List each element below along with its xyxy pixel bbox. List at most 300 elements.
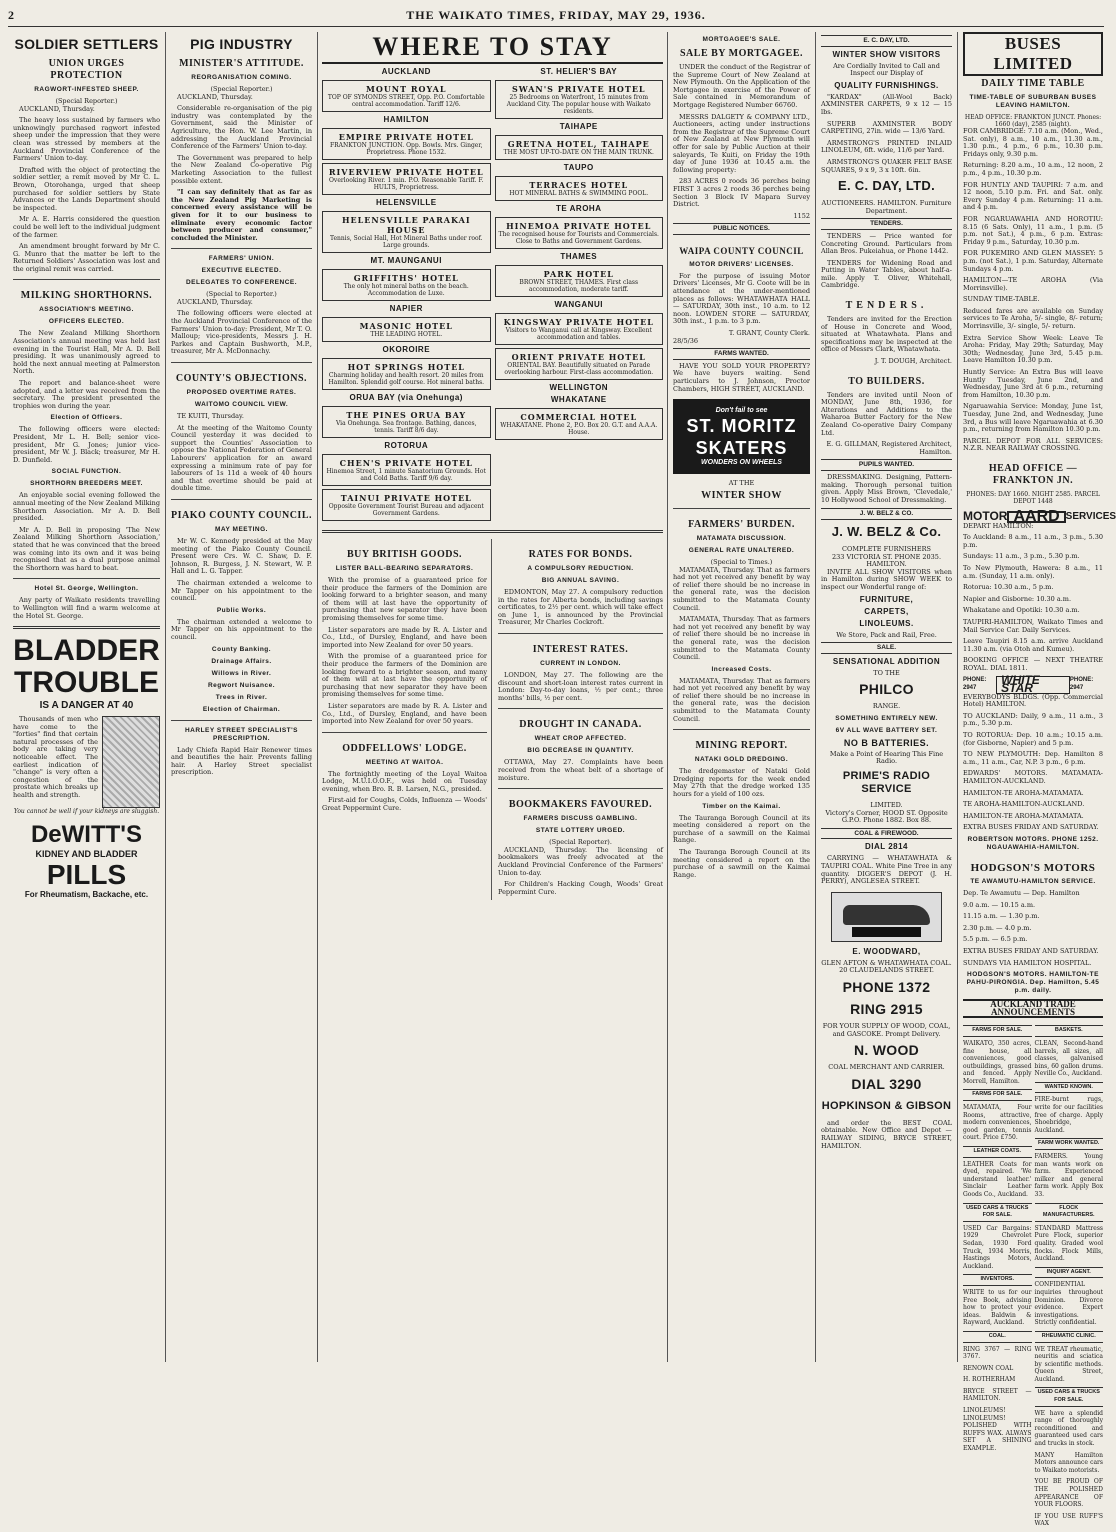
quote: "I can say definitely that as far as the New Zealand Pig Marketing is concerned every assistance will be given for it to our business to eliminate every economic factor between producer and consumer," concluded the Minister.: [171, 188, 312, 242]
hotel-listing: [495, 313, 664, 345]
paragraph: The following officers were elected: President, Mr L. H. Bell; senior vice-president, Mr G. Jones; junior vice-president, Mr W. J. Black; treasurer, Mr H. D. Dunfield.: [13, 425, 160, 464]
headline-pig-industry: PIG INDUSTRY: [190, 36, 293, 52]
masthead: [8, 4, 1104, 27]
byline: (Special to Times.): [710, 557, 773, 566]
ecday-sub: AUCTIONEERS. HAMILTON. Furniture Department.: [821, 199, 952, 215]
jwbelz-head: J. W. BELZ & CO.: [821, 508, 952, 520]
aard-line: DEPART HAMILTON:: [963, 521, 1034, 530]
column-2: [166, 32, 318, 1362]
aard-line: Whakatane and Opotiki: 10.30 a.m.: [963, 606, 1080, 615]
masthead-title: THE WAIKATO TIMES, FRIDAY, MAY 29, 1936.: [406, 7, 706, 22]
hotel-name: RIVERVIEW PRIVATE HOTEL: [328, 167, 484, 177]
ws-line: TO ROTORUA: Dep. 10 a.m.; 10.15 a.m. (for Gisborne, Napier) and 5 p.m.: [963, 731, 1103, 747]
stay-region: ST. HELIER'S BAY: [540, 67, 618, 76]
where-to-stay-left: [322, 64, 491, 524]
headline-farmers-burden: FARMERS' BURDEN.: [688, 518, 795, 530]
ws-phone: PHONE: 2947: [963, 677, 987, 692]
list-item: LINOLEUMS.: [859, 618, 914, 628]
paragraph: EDMONTON, May 27. A compulsory reduction in the rates for Alberta bonds, including savings certificates, to 2½ per cent. which will take effect on June 1, is announced by the Provincial Treasurer, Mr Charles Cockroft.: [498, 588, 663, 627]
buses-limited-banner: BUSES LIMITED: [963, 32, 1103, 76]
hotel-text: WHAKATANE. Phone 2, P.O. Box 20. G.T. and A.A.A. House.: [500, 422, 658, 436]
kicker: FARMERS DISCUSS GAMBLING.: [523, 815, 638, 823]
paragraph: With the promise of a guaranteed price for their produce the farmers of the Dominion are looking forward to a brighter season, and many of them will at last have the opportunity of purchasing that new separator they have been promising themselves for some time.: [322, 652, 487, 699]
hotel-listing: [322, 269, 491, 301]
hodgson-line: SUNDAYS VIA HAMILTON HOSPITAL.: [963, 958, 1092, 967]
date: 28/5/36: [673, 336, 699, 345]
prime-addr: Victory's Corner, HOOD ST. Opposite G.P.O. Phone 1882. Box 88.: [825, 808, 948, 825]
ad-foot: For Rheumatism, Backache, etc.: [24, 890, 149, 900]
paragraph: The dredgemaster of Nataki Gold Dredging reports for the week ended May 27th that the dredge worked 135 hours for a yield of 100 ozs.: [673, 767, 810, 799]
hotel-name: HINEMOA PRIVATE HOTEL: [506, 221, 652, 231]
hotel-text: The only hot mineral baths on the beach. Accommodation de Luxe.: [343, 283, 469, 297]
jwbelz-sub: COMPLETE FURNISHERS: [842, 544, 931, 553]
signature: J. T. DOUGH, Architect.: [874, 357, 952, 366]
kicker: FARMERS' UNION.: [208, 255, 275, 263]
kicker: BIG ANNUAL SAVING.: [541, 577, 620, 584]
paragraph: At the meeting of the Waitomo County Council yesterday it was decided to support the Counties' Association to oppose the National Federation of General Labourers' application for an award expressing a minimum rate of pay for labourers of 1s 11d a week of 40 hours and that overtime should be paid at double time.: [171, 423, 312, 493]
trade-category: FARM WORK WANTED.: [1035, 1138, 1104, 1150]
woodward-glen: GLEN AFTON & WHATAWHATA COAL.: [821, 958, 952, 967]
headline-buy-british: BUY BRITISH GOODS.: [346, 549, 463, 560]
aard-banner: [963, 507, 1116, 525]
jwbelz-big: J. W. BELZ & Co.: [831, 523, 942, 539]
aard-logo: AARD: [1007, 511, 1065, 523]
paragraph: The Tauranga Borough Council at its meeting considered a report on the purchase of a sawmill on the Kaimai Range.: [673, 813, 810, 845]
woodward-addr: 20 CLAUDELANDS STREET.: [839, 966, 934, 975]
trade-category: INVENTORS.: [963, 1274, 1032, 1286]
stay-region: TE AROHA: [556, 204, 602, 213]
ws-line: EDWARDS' MOTORS. MATAMATA-HAMILTON-AUCKLAND.: [963, 769, 1103, 785]
trade-category: USED CARS & TRUCKS FOR SALE.: [1035, 1387, 1104, 1406]
list-item: FURNITURE,: [859, 594, 914, 604]
trade-item: LEATHER Coats for dyed, repaired. 'We understand leather.' Sinclair Leather Goods Co., Auckland.: [963, 1160, 1032, 1198]
radio-make: Make a Point of Hearing This Fine Radio.: [829, 749, 944, 766]
nwood-sub: COAL MERCHANT AND CARRIER.: [828, 1063, 945, 1072]
hotel-text: 25 Bedrooms on Waterfront, 15 minutes from Auckland City. The popular house with Waikato residents.: [506, 94, 651, 115]
trade-item: IF YOU USE RUFF'S WAX: [1034, 1512, 1103, 1528]
dial-head: DIAL 2814: [864, 842, 909, 852]
kicker: Public Works.: [216, 606, 267, 614]
paragraph: The Government was prepared to help the New Zealand Co-operative Pig Marketing Association to the fullest possible extent.: [171, 153, 312, 185]
hotel-text: HOT MINERAL BATHS & SWIMMING POOL.: [509, 190, 649, 197]
aard-line: Leave Taupiri 8.15 a.m. arrive Auckland 11.30 a.m. (via Otoh and Kumeu).: [963, 637, 1103, 653]
paragraph: AUCKLAND, Thursday.: [19, 104, 95, 113]
trade-category: FLOCK MANUFACTURERS.: [1035, 1203, 1104, 1222]
paragraph: Any party of Waikato residents travelling to Wellington will find a warm welcome at the Hotel St. George.: [13, 596, 160, 620]
paragraph: The chairman extended a welcome to Mr Tapper on his appointment to the council.: [171, 578, 312, 603]
kicker: BIG DECREASE IN QUANTITY.: [527, 747, 634, 755]
paragraph: Lady Chiefa Rapid Hair Renewer times and beautifies the hair. Prevents falling hair. A Harley Street specialist prescription.: [171, 745, 312, 777]
signature: E. G. GILLMAN, Registered Architect, Hamilton.: [826, 440, 952, 456]
trade-category: WANTED KNOWN.: [1035, 1082, 1104, 1094]
kicker: MEETING AT WAITOA.: [365, 758, 444, 766]
ad-danger: IS A DANGER AT 40: [39, 700, 134, 712]
st-moritz-show: WINTER SHOW: [701, 489, 782, 501]
radio-6v: 6V ALL WAVE BATTERY SET.: [835, 726, 938, 734]
byline: (Special Reporter).: [549, 838, 612, 847]
byline: (Special Reporter.): [55, 97, 118, 105]
stay-region: THAMES: [560, 252, 598, 261]
paragraph: An enjoyable social evening followed the annual meeting of the New Zealand Milking Shorthorn Association. Mr A. D. Bell presided.: [13, 491, 160, 523]
kicker: WHEAT CROP AFFECTED.: [534, 735, 627, 743]
headline-bookmakers: BOOKMAKERS FAVOURED.: [508, 799, 653, 811]
kicker: County Banking.: [211, 645, 272, 653]
hodgson-foot: HODGSON'S MOTORS. HAMILTON-TE PAHU-PIRONGIA. Dep. Hamilton, 5.45 p.m. daily.: [966, 971, 1100, 995]
ad-trouble: TROUBLE: [14, 666, 159, 700]
headline-soldier-settlers: SOLDIER SETTLERS: [14, 36, 159, 52]
paragraph: CARRYING — WHATAWHATA & TAUPIRI COAL. White Pine Tree in any quantity. DIGGER'S DEPOT (J. H. PERRY), ANGLESEA STREET.: [821, 854, 952, 886]
hotel-listing: [322, 163, 491, 195]
hotel-text: The recognised house for Tourists and Commercials. Close to Baths and Government Gardens.: [498, 231, 659, 245]
trade-item: WE have a splendid range of thoroughly reconditioned and guaranteed used cars and trucks in stock.: [1034, 1409, 1103, 1448]
farms-wanted: FARMS WANTED.: [673, 348, 810, 360]
hotel-text: Overlooking River. 1 min. P.O. Reasonable Tariff. F. HULTS, Proprietress.: [329, 177, 484, 191]
tenders-head: TENDERS.: [821, 218, 952, 230]
hotel-name: MASONIC HOTEL: [359, 321, 453, 331]
hodgson-line: 11.15 a.m. — 1.30 p.m.: [963, 912, 1040, 921]
notice-number: 1152: [793, 211, 810, 220]
column-1: [8, 32, 166, 1362]
hotel-text: FRANKTON JUNCTION. Opp. Bowls. Mrs. Ginger, Proprietress. Phone 1532.: [330, 142, 483, 156]
stay-region: OKOROIRE: [382, 345, 431, 354]
stay-region: ROTORUA: [384, 441, 429, 450]
trade-item: H. ROTHERHAM: [963, 1376, 1016, 1384]
tt-office: HEAD OFFICE: FRANKTON JUNCT. Phones: 1660 (day), 2585 (night).: [964, 114, 1102, 128]
nwood: N. WOOD: [853, 1042, 920, 1059]
kicker: CURRENT IN LONDON.: [540, 659, 621, 667]
trade-item: MANY Hamilton Motors announce cars to Waikato motorists.: [1034, 1451, 1103, 1474]
paragraph: LONDON, May 27. The following are the discount and short-loan interest rates current in London: Day-to-day loans, ½ per cent.; three months' bills, ½ per cent.: [498, 670, 663, 702]
trade-item: MATAMATA, Four Rooms, attractive, modern conveniences, good garden, tennis court. Price £750.: [963, 1104, 1032, 1142]
trade-category: BASKETS.: [1035, 1025, 1104, 1037]
trade-category: LEATHER COATS.: [963, 1146, 1032, 1158]
column-5: [668, 32, 816, 1362]
stay-region: WANGANUI: [554, 300, 603, 309]
trade-left: [963, 1022, 1032, 1532]
route-line: FOR HUNTLY AND TAUPIRI: 7 a.m. and 12 noon, 5.10 p.m. Fri. and Sat. only. Every Sunday 4 p.m. Returning: 11 a.m. and 4 p.m.: [963, 180, 1103, 212]
list-item: "KARDAX" (All-Wool Back) AXMINSTER CARPETS, 9 x 12 — 15 lbs.: [821, 92, 952, 116]
kicker: GENERAL RATE UNALTERED.: [688, 546, 795, 554]
hotel-name: THE PINES ORUA BAY: [346, 410, 467, 420]
ws-line: EXTRA BUSES FRIDAY AND SATURDAY.: [963, 823, 1099, 832]
trade-item: YOU BE PROUD OF THE POLISHED APPEARANCE OF YOUR FLOORS.: [1034, 1478, 1103, 1509]
prime-ltd: LIMITED.: [870, 801, 903, 810]
kicker: RAGWORT-INFESTED SHEEP.: [34, 86, 139, 93]
ws-phone: PHONE: 2947: [1069, 677, 1094, 692]
paragraph: MATAMATA, Thursday. That as farmers had not yet received any benefit by way of relief there should be no increase in the general rate, was the decision submitted to the Matamata County Council.: [673, 615, 810, 662]
kicker: WAITOMO COUNCIL VIEW.: [194, 401, 289, 409]
kicker: ASSOCIATION'S MEETING.: [39, 306, 134, 314]
tenders3-head: TENDERS.: [845, 300, 928, 312]
kicker: NATAKI GOLD DREDGING.: [694, 756, 789, 764]
headline-rates-for-bonds: RATES FOR BONDS.: [528, 549, 633, 560]
ws-line: EVERYBODYS BLDGS. (Opp. Commercial Hotel) HAMILTON.: [963, 692, 1103, 709]
hotel-listing: [495, 80, 664, 119]
subhead: UNION URGES PROTECTION: [48, 58, 125, 81]
paragraph: MATAMATA, Thursday. That as farmers had not yet received any benefit by way of relief there should be no increase in the general rate, was the decision submitted to the Matamata County Council.: [673, 676, 810, 723]
aard-motor: MOTOR: [963, 508, 1008, 523]
paragraph: The heavy loss sustained by farmers who unknowingly purchased ragwort infested sheep under the impression that they were clean was stressed by members at the Auckland Provincial Conference of the Farmers' Union to-day.: [13, 116, 160, 163]
route-line: HAMILTON—TE AROHA (Via Morrinsville).: [963, 276, 1103, 292]
paragraph: AUCKLAND, Thursday. The licensing of bookmakers was freely advocated at the Auckland Provincial Conference of the Farmers' Union to-day.: [498, 845, 663, 877]
ecday-head: E. C. DAY, LTD.: [821, 35, 952, 47]
robertson: ROBERTSON MOTORS. PHONE 1252. NGAUAWAHIA-HAMILTON.: [967, 835, 1099, 851]
kicker: Willows in River.: [211, 669, 272, 677]
hotel-name: KINGSWAY PRIVATE HOTEL: [503, 317, 654, 327]
hotel-listing: [495, 348, 664, 380]
kicker: EXECUTIVE ELECTED.: [201, 267, 282, 275]
list-item: SUPERB AXMINSTER BODY CARPETING, 27in. wide — 13/6 Yard.: [821, 119, 952, 136]
headline-mining-report: MINING REPORT.: [695, 740, 788, 752]
trade-category: RHEUMATIC CLINIC.: [1035, 1331, 1104, 1343]
hotel-text: BROWN STREET, THAMES. First class accommodation, moderate tariff.: [519, 279, 639, 293]
hotel-listing: [495, 176, 664, 201]
route-line: Ngaruawahia Service: Monday, June 1st, Tuesday, June 2nd, and Wednesday, June 3rd, a Bus will leave Ngaruawahia at 6.30 p.m., returning from Hamilton 10.30 p.m.: [963, 402, 1103, 434]
trade-item: FARMERS. Young man wants work on farm. Experienced milker and general farm work. Apply Box 33.: [1034, 1153, 1103, 1198]
winter-body: Are Cordially Invited to Call and Inspect our Display of: [833, 61, 940, 78]
trade-item: STANDARD Mattress Pure Flock, superior quality. Graded wool flocks. Flock Mills, Auckland.: [1034, 1224, 1103, 1263]
white-star-logo: WHITE STAR: [996, 676, 1070, 693]
where-to-stay-right: [495, 64, 664, 524]
radio-head: SALE.: [821, 642, 952, 654]
ad-brand: DeWITT'S: [30, 821, 143, 849]
trade-item: FIRE-burnt rugs, write for our facilities free of charge. Apply Shoebridge, Auckland.: [1034, 1096, 1103, 1134]
paragraph: Mr W. C. Kennedy presided at the May meeting of the Piako County Council. Present were Crs. W. C. Shaw, D. F. Johnson, R. Burgess, J. N. Stewart, W. P. Hall and L. G. Tapper.: [171, 536, 312, 576]
trade-item: RENOWN COAL: [963, 1364, 1014, 1372]
hotel-listing: [322, 80, 491, 112]
stay-region: ORUA BAY (via Onehunga): [349, 393, 463, 402]
route-line: Extra Service Show Week: Leave Te Aroha: Friday, May 29th; Saturday, May 30th; Wednesday, June 3rd, 5.45 p.m. Leave Hamilton 10.30 p.m.: [963, 333, 1103, 365]
ad-bladder: BLADDER: [13, 634, 160, 668]
stay-region: TAUPO: [563, 163, 594, 172]
aard-line: To New Plymouth, Hawera: 8 a.m., 11 a.m. (Sunday, 11 a.m. only).: [963, 563, 1103, 580]
kicker: A COMPULSORY REDUCTION.: [527, 565, 634, 572]
trade-category: FARMS FOR SALE.: [963, 1025, 1032, 1037]
headline-countys-objections: COUNTY'S OBJECTIONS.: [175, 373, 308, 385]
sale-by-mortgagee: SALE BY MORTGAGEE.: [679, 48, 804, 59]
hotel-name: PARK HOTEL: [543, 269, 614, 279]
hotel-listing: [322, 317, 491, 342]
hotel-text: Tennis, Social Hall, Hot Mineral Baths under roof. Large grounds.: [329, 235, 483, 249]
paragraph: TE KUITI, Thursday.: [177, 412, 244, 421]
kicker: Election of Officers.: [50, 414, 123, 422]
paragraph: DRESSMAKING. Designing, Pattern-making. Thorough personal tuition given. Apply Miss Brown, 'Clevedale,' 10 Hollywood School of Dressmaking.: [821, 472, 952, 504]
ws-line: TE AROHA-HAMILTON-AUCKLAND.: [963, 800, 1085, 809]
hotel-listing: [495, 265, 664, 297]
trade-item: LINOLEUMS! LINOLEUMS! POLISHED WITH RUFFS WAX. ALWAYS SET A SHINING EXAMPLE.: [963, 1407, 1032, 1453]
signature: T. GRANT, County Clerk.: [728, 329, 810, 338]
route-line: Reduced fares are available on Sunday services to Te Aroha, 5/- single, 8/- return; Morrinsville, 3/- single, 5/- return.: [963, 306, 1103, 331]
paragraph: 283 ACRES 0 roods 36 perches being FIRST 3 acres 2 roods 36 perches being Section 3 Block IV Mapara Survey District.: [673, 177, 810, 209]
paragraph: The following officers were elected at the Auckland Provincial Conference of the Farmers' Union to-day: President, Mr T. O. Malloup; vice-presidents, Messrs J. H. Parkes and Captain Bushworth, M.P., treasurer, Mr A. McDonnachy.: [171, 309, 312, 356]
hotel-text: Visitors to Wanganui call at Kingsway. Excellent accommodation and tables.: [505, 327, 652, 341]
ring-body: FOR YOUR SUPPLY OF WOOD, COAL, and GASCOKE. Prompt Delivery.: [822, 1022, 951, 1038]
stay-region: TAIHAPE: [559, 122, 598, 131]
route-line: FOR PUKEMIRO AND GLEN MASSEY: 5 p.m. (not Sat.), 1 p.m. Saturday, Alternate Sundays 4 p.m.: [963, 249, 1103, 273]
kicker: Election of Chairman.: [202, 705, 281, 713]
route-line: FOR NGARUAWAHIA AND HOROTIU: 8.15 (6 Sats. Only), 11 a.m., 1 p.m. (5 p.m. not Sat.), 4 p.m., 6 p.m. Extras: Friday 9 p.m., Saturday, 10.30 p.m.: [963, 214, 1103, 246]
kicker: MATAMATA DISCUSSION.: [696, 534, 787, 542]
hotel-text: Hinemoa Street, 1 minute Sanatorium Grounds. Hot and Cold Baths. Tariff 9/6 day.: [326, 468, 486, 482]
hotel-listing: [495, 135, 664, 160]
list-item: ARMSTRONG'S PRINTED INLAID LINOLEUM, 6ft. wide, 11/6 per Yard.: [821, 138, 952, 155]
hotel-text: THE MOST UP-TO-DATE ON THE MAIN TRUNK.: [503, 149, 654, 156]
paragraph: MESSRS DALGETY & COMPANY LTD., Auctioneers, acting under instructions from the Registrar of the Supreme Court of New Zealand at New Plymouth will offer for sale by Public Auction at their saleyards, Te Kuiti, on Friday the 19th day of June 1936 at 10.45 a.m. the following property:: [673, 112, 810, 174]
aard-services: SERVICES: [1065, 510, 1116, 522]
trade-item: WAIKATO, 350 acres, fine house, all conveniences, good outbuildings, grassed and fenced. Apply Morrell, Hamilton.: [963, 1039, 1032, 1085]
kicker: SHORTHORN BREEDERS MEET.: [30, 480, 143, 488]
trade-item: CLEAN, Second-hand barrels, all sizes, all classes, galvanised bins, 60 gallon drums. Neville Co., Auckland.: [1034, 1039, 1103, 1078]
trade-item: CONFIDENTIAL inquiries throughout Dominion. Divorce evidence. Expert investigations. Strictly confidential.: [1034, 1281, 1103, 1327]
headline-interest-rates: INTEREST RATES.: [532, 643, 629, 655]
trade-category: FARMS FOR SALE.: [963, 1089, 1032, 1101]
aard-line: Rotorua: 10.30 a.m., 5 p.m.: [963, 583, 1054, 592]
trade-category: COAL.: [963, 1331, 1032, 1343]
paragraph: For the purpose of issuing Motor Drivers' Licenses, Mr G. Coote will be in attendance at the under-mentioned places as follows: WHATAWHATA HALL — SATURDAY, 30th inst., 10 a.m. to 12 noon. LOWDEN STORE — SATURDAY, 30th inst., 1 p.m. to 3 p.m.: [673, 271, 810, 326]
man-illustration-icon: [102, 716, 160, 808]
hodgson-list: [963, 890, 1103, 967]
paragraph: Drafted with the object of protecting the soldier settler, a remit moved by Mr C. L. Brown, Otorohanga, urged that sheep purchased for soldier settlers by State Advances or the Lands Department should be inspected.: [13, 165, 160, 212]
hodgson-line: 9.0 a.m. — 10.15 a.m.: [963, 900, 1036, 909]
paragraph: INVITE ALL SHOW VISITORS when in Hamilton during SHOW WEEK to inspect our Wonderful range of:: [821, 567, 952, 591]
aard-line: BOOKING OFFICE — NEXT THEATRE ROYAL. DIAL 1811.: [963, 656, 1103, 672]
hodgson-line: EXTRA BUSES FRIDAY AND SATURDAY.: [963, 946, 1099, 955]
list-item: CARPETS,: [864, 606, 909, 616]
white-star-banner: [963, 673, 1103, 696]
hotel-text: Opposite Government Tourist Bureau and adjacent Government Gardens.: [328, 503, 484, 517]
route-line: PARCEL DEPOT FOR ALL SERVICES: N.Z.R. NEAR RAILWAY CROSSING.: [963, 436, 1103, 453]
stay-region: NAPIER: [389, 304, 423, 313]
paragraph: and order the BEST COAL obtainable. New Office and Depot — RAILWAY SIDING, BRYCE STREET, HAMILTON.: [821, 1118, 952, 1150]
hotel-text: Via Onehunga. Sea frontage. Bathing, dances, tennis. Tariff 8/6 day.: [335, 420, 477, 434]
ad-brand-sub: KIDNEY AND BLADDER: [35, 849, 138, 860]
hotel-name: HELENSVILLE PARAKAI HOUSE: [341, 215, 471, 235]
radio-range: RANGE.: [872, 702, 901, 711]
headline-drought-canada: DROUGHT IN CANADA.: [519, 719, 642, 731]
ad-body: Thousands of men who have come to the "forties" find that certain natural processes of the body are taking very noticeable effect. The earliest indication of "change" is very often a congestion of the prostate which breaks up health and strength.: [13, 715, 98, 800]
paragraph: The Tauranga Borough Council at its meeting considered a report on the purchase of a sawmill on the Kaimai Range.: [673, 848, 810, 879]
radio-philco: PHILCO: [859, 681, 914, 698]
paragraph: With the promise of a guaranteed price for their produce the farmers of the Dominion are looking forward to a brighter season, and many of them will at last have the opportunity of purchasing that new separator they have been promising themselves for some time.: [322, 576, 487, 622]
kicker: REORGANISATION COMING.: [191, 74, 292, 81]
aard-line: TAUPIRI-HAMILTON, Waikato Times and Mail Service Car. Daily Services.: [963, 617, 1103, 634]
ws-line: HAMILTON-TE AROHA-MATAMATA.: [963, 811, 1084, 820]
ad-pills: PILLS: [46, 859, 127, 891]
hotel-text: THE LEADING HOTEL.: [370, 331, 443, 338]
paragraph: The report and balance-sheet were adopted, and a letter was received from the secretary. The president presented the trophies won during the year.: [13, 379, 160, 410]
subhead: MINISTER'S ATTITUDE.: [179, 58, 304, 69]
pupils-head: PUPILS WANTED.: [821, 459, 952, 471]
routes-list: [963, 128, 1103, 453]
hotel-listing: [322, 211, 491, 253]
ring-head: RING 2915: [850, 1001, 923, 1017]
ws-line: TO AUCKLAND: Daily, 9 a.m., 11 a.m., 3 p.m., 5.30 p.m.: [963, 711, 1103, 728]
stay-region: WELLINGTON: [549, 383, 609, 392]
hotel-listing: [322, 489, 491, 521]
stay-region: AUCKLAND: [381, 67, 431, 76]
stay-region: MT. MAUNGANUI: [370, 256, 442, 265]
trade-category: USED CARS & TRUCKS FOR SALE.: [963, 1203, 1032, 1222]
hotel-text: Charming holiday and health resort. 20 miles from Hamilton. Splendid golf course. Hot mineral baths.: [328, 372, 485, 386]
aard-line: To Auckland: 8 a.m., 11 a.m., 3 p.m., 5.30 p.m.: [963, 533, 1103, 549]
head-phones: PHONES: DAY 1660. NIGHT 2585. PARCEL DEPOT 1448: [966, 490, 1100, 505]
headline-milking-shorthorns: MILKING SHORTHORNS.: [20, 290, 153, 302]
route-line: Huntly Service: An Extra Bus will leave Huntly Tuesday, June 2nd, and Wednesday, June 3rd at 6 p.m., returning from Hamilton, 10.30 p.m.: [963, 368, 1103, 399]
hotel-listing: [322, 128, 491, 160]
hotel-name: COMMERCIAL HOTEL: [520, 412, 638, 422]
paragraph: Mr A. E. Harris considered the question could be well left to the individual judgment of the farmer.: [13, 215, 160, 239]
hotel-listing: [322, 406, 491, 438]
column-3-4: [318, 32, 668, 1362]
aard-line: Sundays: 11 a.m., 3 p.m., 5.30 p.m.: [963, 552, 1080, 561]
page-number: 2: [8, 7, 15, 22]
notice-head: MORTGAGEE'S SALE.: [702, 36, 781, 43]
trade-right: [1035, 1022, 1104, 1532]
kicker: MOTOR DRIVERS' LICENSES.: [689, 260, 794, 268]
kicker: PROPOSED OVERTIME RATES.: [186, 389, 297, 397]
stay-region: HELENSVILLE: [375, 198, 437, 207]
hotel-text: ORIENTAL BAY. Beautifully situated on Parade overlooking harbour. First-class accommodation.: [504, 362, 654, 376]
radio-new: SOMETHING ENTIRELY NEW.: [835, 714, 938, 722]
headline-harley-street: HARLEY STREET SPECIALIST'S PRESCRIPTION.: [184, 726, 299, 742]
kicker: SOCIAL FUNCTION.: [51, 468, 122, 476]
hotel-listing: [495, 217, 664, 249]
where-to-stay-banner: WHERE TO STAY: [322, 32, 663, 64]
paragraph: AUCKLAND, Thursday.: [177, 297, 253, 306]
paragraph: Lister separators are made by R. A. Lister and Co., Ltd., of Dursley, England, and have been imported into New Zealand for over 50 years.: [322, 701, 487, 726]
paragraph: The New Zealand Milking Shorthorn Association's annual meeting was held last evening in the Tourist Hall, Mr A. D. Bell presiding. It was unanimously agreed to hold the next annual meeting at Palmerston North.: [13, 329, 160, 376]
st-moritz-title2: SKATERS: [695, 437, 788, 458]
paragraph: TENDERS — Price wanted for Concreting Ground. Particulars from Allan Bros. Pukeiahua, or Phone 1442.: [821, 231, 952, 256]
trade-item: WE TREAT rheumatic, neuritis and sciatica by scientific methods. Queen Street, Auckland.: [1034, 1345, 1103, 1383]
ws-list: [963, 694, 1103, 832]
ecday-big: E. C. DAY, LTD.: [838, 178, 935, 194]
jwbelz-city: HAMILTON.: [866, 560, 907, 569]
kicker: Drainage Affairs.: [211, 657, 272, 665]
paragraph: An amendment brought forward by Mr C. G. Munro that the matter be left to the Returned Soldiers' Association was lost and the original remit was carried.: [13, 242, 160, 273]
headline-piako-county: PIAKO COUNTY COUNCIL.: [171, 509, 312, 521]
hotel-name: GRETNA HOTEL, TAIHAPE: [507, 139, 650, 149]
route-line: Returning: 8.20 a.m., 10 a.m., 12 noon, 2 p.m., 4 p.m., 10.30 p.m.: [963, 161, 1103, 177]
kicker: STATE LOTTERY URGED.: [535, 827, 626, 835]
paragraph: Mr A. D. Bell in proposing 'The New Zealand Milking Shorthorn Association,' stated that he was convinced that the breed was coming into its own and it was being recognised that as a dual purpose animal the Shorthorn was hard to beat.: [13, 525, 160, 572]
kicker: DELEGATES TO CONFERENCE.: [185, 279, 298, 287]
hopkinson: HOPKINSON & GIBSON: [821, 1099, 952, 1112]
radio-to: TO THE: [873, 668, 900, 677]
trade-item: RING 3767 — RING 3767.: [963, 1345, 1032, 1361]
kicker: Trees in River.: [215, 693, 268, 701]
st-moritz-lead: Don't fail to see: [715, 407, 768, 415]
daily-time-table: DAILY TIME TABLE: [981, 78, 1085, 89]
paragraph: For Children's Hacking Cough, Woods' Great Peppermint Cure.: [498, 880, 663, 896]
hotel-name: SWAN'S PRIVATE HOTEL: [511, 84, 646, 94]
byline: (Special Reporter.): [210, 85, 273, 93]
radio-sense: SENSATIONAL ADDITION: [832, 656, 941, 666]
kicker: OFFICERS ELECTED.: [48, 318, 125, 326]
phone-big: PHONE 1372: [842, 979, 931, 995]
trade-item: WRITE to us for our Free Book, advising how to protect your ideas. Baldwin & Rayward, Auckland.: [963, 1288, 1032, 1327]
hodgson-line: 2.30 p.m. — 4.0 p.m.: [963, 923, 1032, 932]
trade-item: USED Car Bargains: 1929 Chevrolet Sedan, 1930 Ford Truck, 1934 Morris, Hastings Motors, Auckland.: [963, 1224, 1032, 1270]
st-moritz-title: ST. MORITZ: [686, 415, 797, 436]
kicker: Regwort Nuisance.: [207, 681, 275, 689]
paragraph: HAVE YOU SOLD YOUR PROPERTY? We have buyers waiting. Send particulars to J. Johnson, Proctor Chambers, HIGH STREET, AUCKLAND.: [673, 361, 810, 393]
hotel-text: TOP OF SYMONDS STREET, Opp. P.O. Comfortable central accommodation. Tariff 12/6.: [327, 94, 485, 108]
tt-head: TIME-TABLE OF SUBURBAN BUSES LEAVING HAMILTON.: [969, 94, 1097, 109]
kicker: LISTER BALL-BEARING SEPARATORS.: [335, 565, 474, 572]
paragraph: The chairman extended a welcome to Mr Tapper on his appointment to the council.: [171, 617, 312, 641]
hotel-name: EMPIRE PRIVATE HOTEL: [338, 132, 474, 142]
